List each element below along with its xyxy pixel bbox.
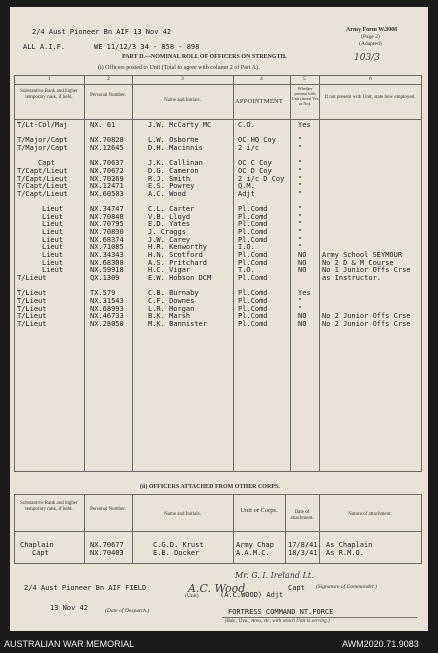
officer-appointment: Pl.Comd xyxy=(238,319,268,328)
officer-appointment: Pl.Comd xyxy=(238,220,268,229)
officer-appointment: T.O. xyxy=(238,266,255,275)
officer-present: " xyxy=(298,235,303,244)
officer-rank: T/Lieut xyxy=(17,312,47,321)
officer-name: E.D. Yates xyxy=(148,220,191,229)
officer-appointment: Pl.Comd xyxy=(238,296,268,305)
officer-appointment: C.O. xyxy=(238,121,255,129)
officer-number: NX.70828 xyxy=(90,136,124,145)
header2-unit: Unit or Corps. xyxy=(240,507,278,514)
footer-unit: 2/4 Aust Pioneer Bn AIF FIELD xyxy=(24,584,147,592)
col-number: 3 xyxy=(181,76,184,82)
officer-appointment: Pl.Comd xyxy=(238,228,268,237)
attached-unit: A.A.M.C. xyxy=(236,549,270,557)
officer-number: NX.59918 xyxy=(90,266,124,275)
officer-present: " xyxy=(298,182,303,191)
officer-name: C.B. Burnaby xyxy=(148,289,199,298)
col-number: 2 xyxy=(107,76,110,82)
table-rule xyxy=(14,119,422,120)
officer-appointment: OC C Coy xyxy=(238,159,272,168)
attached-number: NX.70677 xyxy=(90,541,124,549)
officer-name: C.L. Carter xyxy=(148,205,195,214)
officer-present: " xyxy=(298,136,303,145)
officer-rank: T/Lieut xyxy=(17,304,47,313)
document-page xyxy=(10,7,428,631)
officer-rank: T/Capt/Lieut xyxy=(17,174,68,183)
officer-rank: Capt xyxy=(38,159,55,168)
officer-number: NX.31543 xyxy=(90,296,124,305)
header-appointment: APPOINTMENT xyxy=(235,98,284,105)
officer-appointment: OC D Coy xyxy=(238,166,272,175)
officer-present: " xyxy=(298,166,303,175)
officer-number: NX.70637 xyxy=(90,159,124,168)
officer-name: J.W. Carey xyxy=(148,235,191,244)
officer-rank: T/Capt/Lieut xyxy=(17,166,68,175)
officer-name: H.R. Kenworthy xyxy=(148,243,208,252)
officer-rank: T/Major/Capt xyxy=(17,143,68,152)
officer-name: D.G. Cameron xyxy=(148,166,199,175)
table-rule xyxy=(14,84,422,85)
officer-number: NX.68374 xyxy=(90,235,124,244)
header-rank: Substantive Rank and higher temporary rank, if held. xyxy=(20,89,78,100)
officer-present: NO xyxy=(298,319,307,328)
officer-number: NX.28050 xyxy=(90,319,124,328)
officer-appointment: Pl.Comd xyxy=(238,274,268,282)
adapted-label: (Adapted) xyxy=(359,41,382,47)
officer-rank: T/Capt/Lieut xyxy=(17,182,68,191)
officer-appointment: 2 i/c D Coy xyxy=(238,174,285,183)
officer-name: E.S. Powrey xyxy=(148,182,195,191)
officer-number: NX.70830 xyxy=(90,228,124,237)
officer-number: NX.70672 xyxy=(90,166,124,175)
officer-rank: T/Lt-Col/Maj xyxy=(17,121,68,129)
archive-caption-bar xyxy=(0,631,438,653)
officer-appointment: Pl.Comd xyxy=(238,304,268,313)
officer-number: NX. 61 xyxy=(90,121,116,129)
signed-by: (A.C.WOOD) Adjt xyxy=(220,591,284,599)
attached-name: E.B. Docker xyxy=(153,549,200,557)
officer-rank: T/Lieut xyxy=(17,319,47,328)
officer-number: NX.12645 xyxy=(90,143,124,152)
table-rule xyxy=(14,494,422,495)
unit-line: 2/4 Aust Pioneer Bn AIF 13 Nov 42 xyxy=(32,28,172,36)
attached-rank: Capt xyxy=(32,549,49,557)
officer-rank: Lieut xyxy=(42,205,64,214)
attached-unit: Army Chap xyxy=(236,541,274,549)
officer-present: " xyxy=(298,189,303,198)
section-two-title: (ii) OFFICERS ATTACHED FROM OTHER CORPS. xyxy=(140,484,280,490)
officer-rank: Lieut xyxy=(42,220,64,229)
officer-present: " xyxy=(298,159,303,168)
col-number: 6 xyxy=(369,76,372,82)
officer-rank: T/Lieut xyxy=(17,274,47,282)
officer-appointment: I.O. xyxy=(238,243,255,252)
officer-name: D.H. Macinnis xyxy=(148,143,203,152)
attached-rank: Chaplain xyxy=(20,541,54,549)
officer-rank: Lieut xyxy=(42,258,64,267)
handwriting-signature: A.C. Wood xyxy=(188,582,246,595)
header-number: Personal Number. xyxy=(90,93,126,98)
officer-appointment: Pl.Comd xyxy=(238,312,268,321)
table-rule xyxy=(14,531,422,532)
officer-name: A.C. Wood xyxy=(148,189,186,198)
officer-number: NX.70269 xyxy=(90,174,124,183)
despatch-date: 13 Nov 42 xyxy=(50,604,88,612)
officer-name: B.K. Marsh xyxy=(148,312,191,321)
officer-name: L.R. Morgan xyxy=(148,304,195,313)
table-rule xyxy=(14,471,422,472)
archive-right-caption: AWM2020.71.9083 xyxy=(342,639,419,649)
table-rule xyxy=(14,75,422,76)
officer-present: NO xyxy=(298,266,307,275)
officer-appointment: Pl.Comd xyxy=(238,258,268,267)
section-one-title: (i) Officers posted to Unit (Total to agree with column 2 of Part A). xyxy=(98,65,260,71)
part-title: PART D.—NOMINAL ROLL OF OFFICERS ON STRENGTH. xyxy=(122,54,287,60)
attached-number: NX.70403 xyxy=(90,549,124,557)
header2-name: Name and Initials. xyxy=(164,512,201,517)
officer-remarks: No 2 Junior Offs Crse xyxy=(322,312,411,321)
despatch-caption: (Date of Despatch.) xyxy=(105,608,150,614)
officer-number: NX.70848 xyxy=(90,212,124,221)
officer-present: " xyxy=(298,304,303,313)
officer-remarks: No 2 D & M Course xyxy=(322,258,394,267)
page-number: (Page 2) xyxy=(361,34,380,40)
header-name: Name and Initials. xyxy=(164,98,201,103)
folio-mark: 103/3 xyxy=(354,53,380,63)
officer-rank: T/Capt/Lieut xyxy=(17,189,68,198)
officer-number: NX.12471 xyxy=(90,182,124,191)
header-remarks: If not present with Unit, state how employed. xyxy=(324,95,416,100)
unit-caption: (Unit) xyxy=(185,593,199,599)
officer-present: Yes xyxy=(298,289,311,298)
attached-nature: As Chaplain xyxy=(326,541,373,549)
officer-number: TX.579 xyxy=(90,289,116,298)
officer-number: NX.60503 xyxy=(90,189,124,198)
officer-name: R.J. Smith xyxy=(148,174,191,183)
capt-label: Capt xyxy=(288,584,305,592)
signature-caption: (Signature of Commander.) xyxy=(316,584,377,590)
table-row xyxy=(10,542,428,550)
officer-name: H.C. Vigar xyxy=(148,266,191,275)
command-line: FORTRESS COMMAND NT.FORCE xyxy=(228,608,334,616)
officer-present: " xyxy=(298,174,303,183)
officer-appointment: Q.M. xyxy=(238,182,255,191)
archive-left-caption: AUSTRALIAN WAR MEMORIAL xyxy=(4,639,135,649)
officer-appointment: OC HQ Coy xyxy=(238,136,276,145)
officer-appointment: Pl.Comd xyxy=(238,235,268,244)
officer-rank: Lieut xyxy=(42,228,64,237)
officer-appointment: Pl.Comd xyxy=(238,251,268,260)
officer-remarks: No 2 Junior Offs Crse xyxy=(322,319,411,328)
officer-present: " xyxy=(298,212,303,221)
officer-remarks: No 1 Junior Offs Crse xyxy=(322,266,411,275)
officer-present: " xyxy=(298,205,303,214)
officer-name: M.K. Bannister xyxy=(148,319,208,328)
officer-rank: Lieut xyxy=(42,212,64,221)
officer-number: QX.1309 xyxy=(90,274,120,282)
officer-name: A.S. Pritchard xyxy=(148,258,208,267)
col-number: 1 xyxy=(48,76,51,82)
attached-nature: As R.M.O. xyxy=(326,549,364,557)
officer-present: NO xyxy=(298,258,307,267)
officer-name: L.W. Osborne xyxy=(148,136,199,145)
col-number: 4 xyxy=(260,76,263,82)
officer-present: " xyxy=(298,296,303,305)
officer-appointment: Pl.Comd xyxy=(238,289,268,298)
officer-present: NO xyxy=(298,251,307,260)
officer-name: J.K. Callinan xyxy=(148,159,203,168)
force-label: ALL A.I.F. xyxy=(23,43,66,51)
officer-present: " xyxy=(298,220,303,229)
officer-present: " xyxy=(298,143,303,152)
officer-name: J. Craggs xyxy=(148,228,186,237)
table-row xyxy=(10,550,428,558)
command-caption: (Bde., Dvn., Area, etc, with which Unit is serving.) xyxy=(225,618,330,624)
officer-number: NX.68308 xyxy=(90,258,124,267)
officer-appointment: Adjt xyxy=(238,189,255,198)
header-present: Whether present with Unit (insert Yes or No). xyxy=(291,86,319,106)
header2-number: Personal Number. xyxy=(90,507,126,512)
officer-rank: Lieut xyxy=(42,243,64,252)
officer-name: H.N. Scotford xyxy=(148,251,203,260)
attached-date: 17/8/41 xyxy=(288,541,318,549)
header2-rank: Substantive Rank and higher temporary rank, if held. xyxy=(20,501,78,512)
officer-rank: T/Lieut xyxy=(17,296,47,305)
header2-nature: Nature of attachment. xyxy=(348,512,392,517)
officer-rank: Lieut xyxy=(42,251,64,260)
officer-name: J.W. McCarty MC xyxy=(148,121,212,129)
table-rule xyxy=(14,563,422,564)
officer-present: " xyxy=(298,243,303,252)
officer-number: NX.71085 xyxy=(90,243,124,252)
officer-number: NX.70795 xyxy=(90,220,124,229)
officer-present: NO xyxy=(298,312,307,321)
attached-name: C.G.D. Krust xyxy=(153,541,204,549)
officer-appointment: Pl.Comd xyxy=(238,212,268,221)
officer-rank: Lieut xyxy=(42,266,64,275)
officer-rank: T/Lieut xyxy=(17,289,47,298)
officer-present: " xyxy=(298,228,303,237)
officer-name: C.F. Downes xyxy=(148,296,195,305)
officer-name: E.W. Hobson DCM xyxy=(148,274,212,282)
handwriting-top: Mr. G. I. Ireland Lt. xyxy=(235,571,314,580)
officer-rank: T/Major/Capt xyxy=(17,136,68,145)
officer-appointment: Pl.Comd xyxy=(238,205,268,214)
header2-date: Date of attachment. xyxy=(290,510,314,521)
officer-appointment: 2 i/c xyxy=(238,143,260,152)
officer-number: NX.68993 xyxy=(90,304,124,313)
form-number: Army Form W.3008 xyxy=(346,27,398,33)
officer-remarks: as Instructor. xyxy=(322,274,382,282)
officer-remarks: Army School SEYMOUR xyxy=(322,251,403,260)
table-row xyxy=(10,321,428,329)
officer-number: NX.34343 xyxy=(90,251,124,260)
col-number: 5 xyxy=(303,76,306,82)
attached-date: 18/3/41 xyxy=(288,549,318,557)
officer-number: NX.34747 xyxy=(90,205,124,214)
reference-line: WE 11/12/3 34 - 858 - 898 xyxy=(94,43,200,51)
officer-name: V.B. Lloyd xyxy=(148,212,191,221)
officer-rank: Lieut xyxy=(42,235,64,244)
officer-number: NX.46733 xyxy=(90,312,124,321)
officer-present: Yes xyxy=(298,121,311,129)
